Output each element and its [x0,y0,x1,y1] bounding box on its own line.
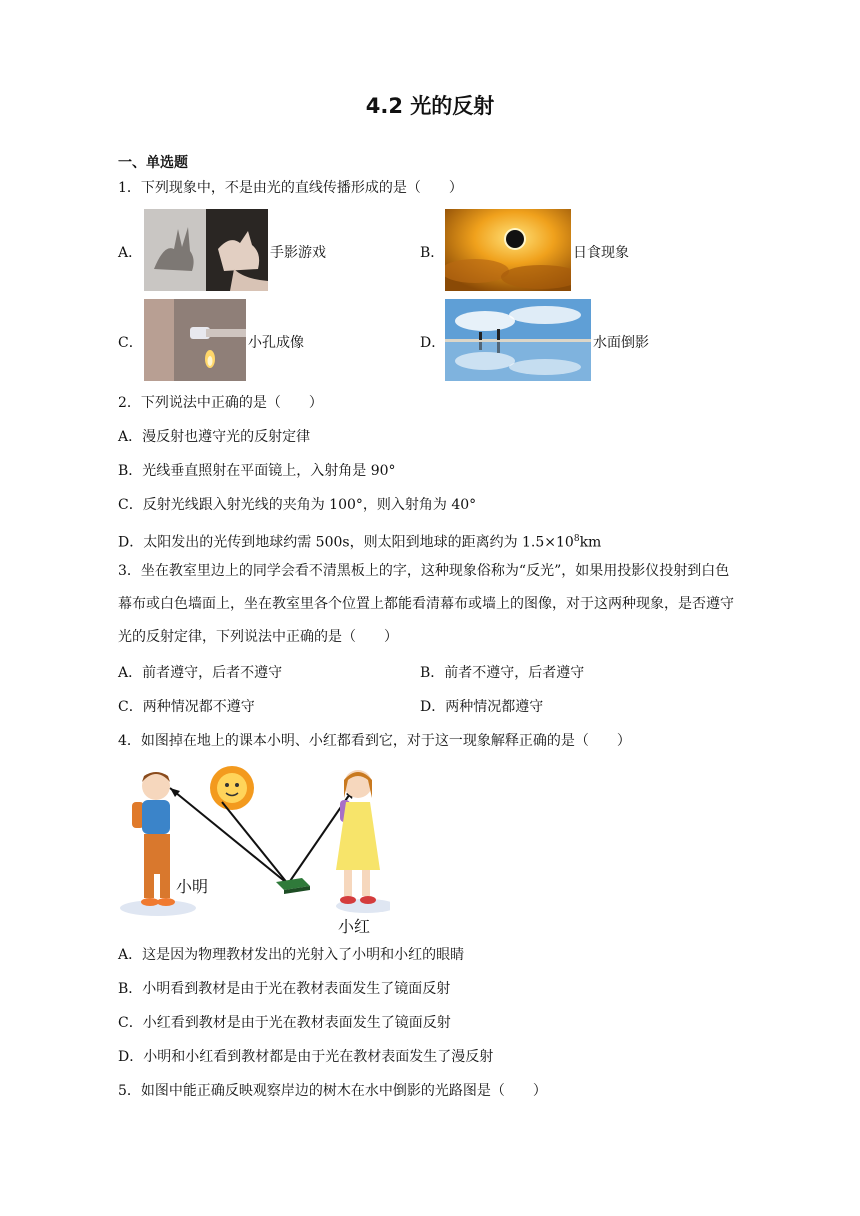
q1-option-d-label: D． [420,335,446,351]
q2-option-a: A．漫反射也遵守光的反射定律 [118,429,311,445]
q2-option-b: B．光线垂直照射在平面镜上，入射角是 90° [118,463,396,479]
xiaoming-figure [132,772,175,906]
reflection-illustration [118,758,390,938]
q3-stem: 3．坐在教室里边上的同学会看不清黑板上的字，这种现象俗称为“反光”，如果用投影仪投射到白色幕布或白色墙面上，坐在教室里各个位置上都能看清幕布或墙上的图像，对于这两种现象，是否遵守光的反射定律，下列说法中正确的是（ ） [118,563,734,645]
q1-stem: 1．下列现象中，不是由光的直线传播形成的是（ ） [118,180,463,196]
q2-option-c: C．反射光线跟入射光线的夹角为 100°，则入射角为 40° [118,497,477,513]
xiaohong-figure [336,770,380,904]
section-heading: 一、单选题 [118,155,188,171]
q2-stem: 2．下列说法中正确的是（ ） [118,395,323,411]
xiaohong-label: 小红 [338,917,371,936]
hand-shadow-photo [144,209,268,291]
q1-option-a-caption: 手影游戏 [270,245,326,261]
book-icon [276,878,310,894]
q3-option-c: C．两种情况都不遵守 [118,699,255,715]
q4-option-d: D．小明和小红看到教材都是由于光在教材表面发生了漫反射 [118,1049,494,1065]
q5-stem: 5．如图中能正确反映观察岸边的树木在水中倒影的光路图是（ ） [118,1083,547,1099]
q3-option-d: D．两种情况都遵守 [420,699,544,715]
q2-option-d: D．太阳发出的光传到地球约需 500s，则太阳到地球的距离约为 $1.5\times 10^8km$ [118,534,602,551]
q4-stem: 4．如图掉在地上的课本小明、小红都看到它，对于这一现象解释正确的是（ ） [118,733,631,749]
q4-option-b: B．小明看到教材是由于光在教材表面发生了镜面反射 [118,981,451,997]
water-reflection-photo [445,299,591,381]
q1-option-b-caption: 日食现象 [573,245,629,261]
q1-option-d-caption: 水面倒影 [593,335,649,351]
q1-option-c-label: C． [118,335,143,351]
q1-option-c-caption: 小孔成像 [248,335,304,351]
q3-option-b: B．前者不遵守，后者遵守 [420,665,585,681]
q4-option-c: C．小红看到教材是由于光在教材表面发生了镜面反射 [118,1015,451,1031]
xiaoming-label: 小明 [176,877,209,896]
solar-eclipse-photo [445,209,571,291]
q3-option-a: A．前者遵守，后者不遵守 [118,665,283,681]
pinhole-imaging-photo [144,299,246,381]
sun-icon [210,766,254,810]
q1-option-a-label: A． [118,245,143,261]
q1-option-b-label: B． [420,245,445,261]
q4-option-a: A．这是因为物理教材发出的光射入了小明和小红的眼睛 [118,947,465,963]
page-title: 4.2 光的反射 [365,94,495,118]
